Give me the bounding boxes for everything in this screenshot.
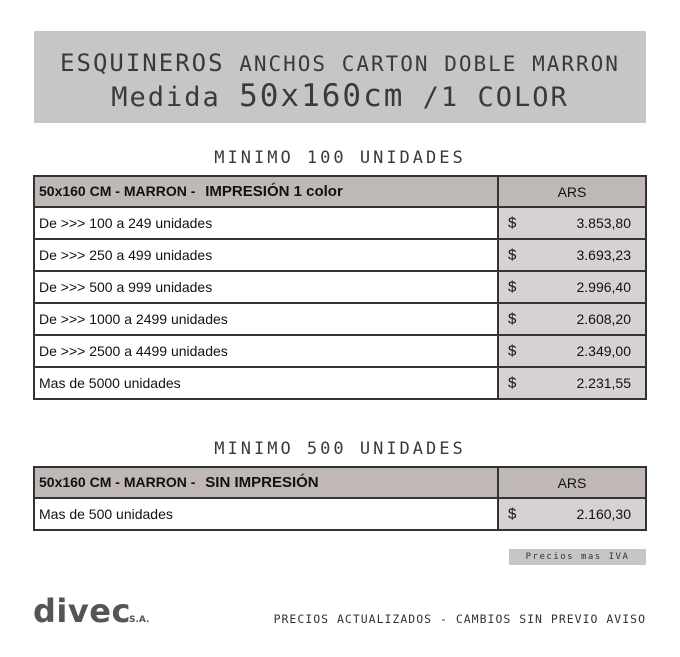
- row-price: 2.608,20: [576, 311, 631, 327]
- price-table-2: [33, 466, 647, 531]
- section2-title: MINIMO 500 UNIDADES: [214, 439, 466, 459]
- row-price: 3.853,80: [576, 215, 631, 231]
- row-label: De >>> 2500 a 4499 unidades: [34, 335, 498, 367]
- currency-symbol: $: [508, 505, 517, 523]
- row-label: De >>> 1000 a 2499 unidades: [34, 303, 498, 335]
- currency-symbol: $: [508, 278, 517, 296]
- row-value: [498, 271, 646, 303]
- table-row: [34, 207, 646, 239]
- currency-symbol: $: [508, 342, 517, 360]
- footer-note: PRECIOS ACTUALIZADOS - CAMBIOS SIN PREVIO AVISO: [273, 612, 646, 626]
- row-label: De >>> 100 a 249 unidades: [34, 207, 498, 239]
- row-price: 2.996,40: [576, 279, 631, 295]
- row-value: [498, 498, 646, 530]
- company-logo-suffix: S.A.: [129, 615, 150, 625]
- table-header-desc: [34, 176, 498, 207]
- iva-note: Precios mas IVA: [509, 549, 646, 565]
- table-row: [34, 271, 646, 303]
- header-banner: [34, 31, 646, 123]
- table-header-currency: ARS: [498, 176, 646, 207]
- company-logo: divec: [33, 592, 131, 630]
- row-price: 2.349,00: [576, 343, 631, 359]
- currency-symbol: $: [508, 310, 517, 328]
- row-label: De >>> 250 a 499 unidades: [34, 239, 498, 271]
- table-header-row: [34, 467, 646, 498]
- header-subtitle-size: 50x160cm: [239, 78, 405, 114]
- table-row: [34, 335, 646, 367]
- price-table-1: [33, 175, 647, 400]
- header-subtitle: [34, 78, 646, 114]
- row-label: De >>> 500 a 999 unidades: [34, 271, 498, 303]
- row-label: Mas de 5000 unidades: [34, 367, 498, 399]
- row-price: 2.231,55: [576, 375, 631, 391]
- header-title-rest: ANCHOS CARTON DOBLE MARRON: [239, 52, 620, 76]
- row-value: [498, 335, 646, 367]
- header-subtitle-word: Medida: [111, 82, 221, 113]
- table-header-row: [34, 176, 646, 207]
- table-header-print: IMPRESIÓN 1 color: [205, 183, 343, 200]
- table-header-currency: ARS: [498, 467, 646, 498]
- row-value: [498, 207, 646, 239]
- row-value: [498, 239, 646, 271]
- table-row: [34, 303, 646, 335]
- row-price: 3.693,23: [576, 247, 631, 263]
- table-header-print: SIN IMPRESIÓN: [205, 474, 319, 491]
- section1-title: MINIMO 100 UNIDADES: [214, 148, 466, 168]
- row-value: [498, 367, 646, 399]
- header-title-word: ESQUINEROS: [60, 49, 225, 77]
- table-header-product: 50x160 CM - MARRON -: [39, 183, 196, 199]
- row-price: 2.160,30: [576, 506, 631, 522]
- header-subtitle-rest: /1 COLOR: [422, 82, 569, 113]
- table-header-desc: [34, 467, 498, 498]
- currency-symbol: $: [508, 246, 517, 264]
- table-header-product: 50x160 CM - MARRON -: [39, 474, 196, 490]
- row-value: [498, 303, 646, 335]
- table-row: [34, 239, 646, 271]
- currency-symbol: $: [508, 214, 517, 232]
- table-row: [34, 498, 646, 530]
- table-row: [34, 367, 646, 399]
- currency-symbol: $: [508, 374, 517, 392]
- row-label: Mas de 500 unidades: [34, 498, 498, 530]
- header-title: [34, 49, 646, 77]
